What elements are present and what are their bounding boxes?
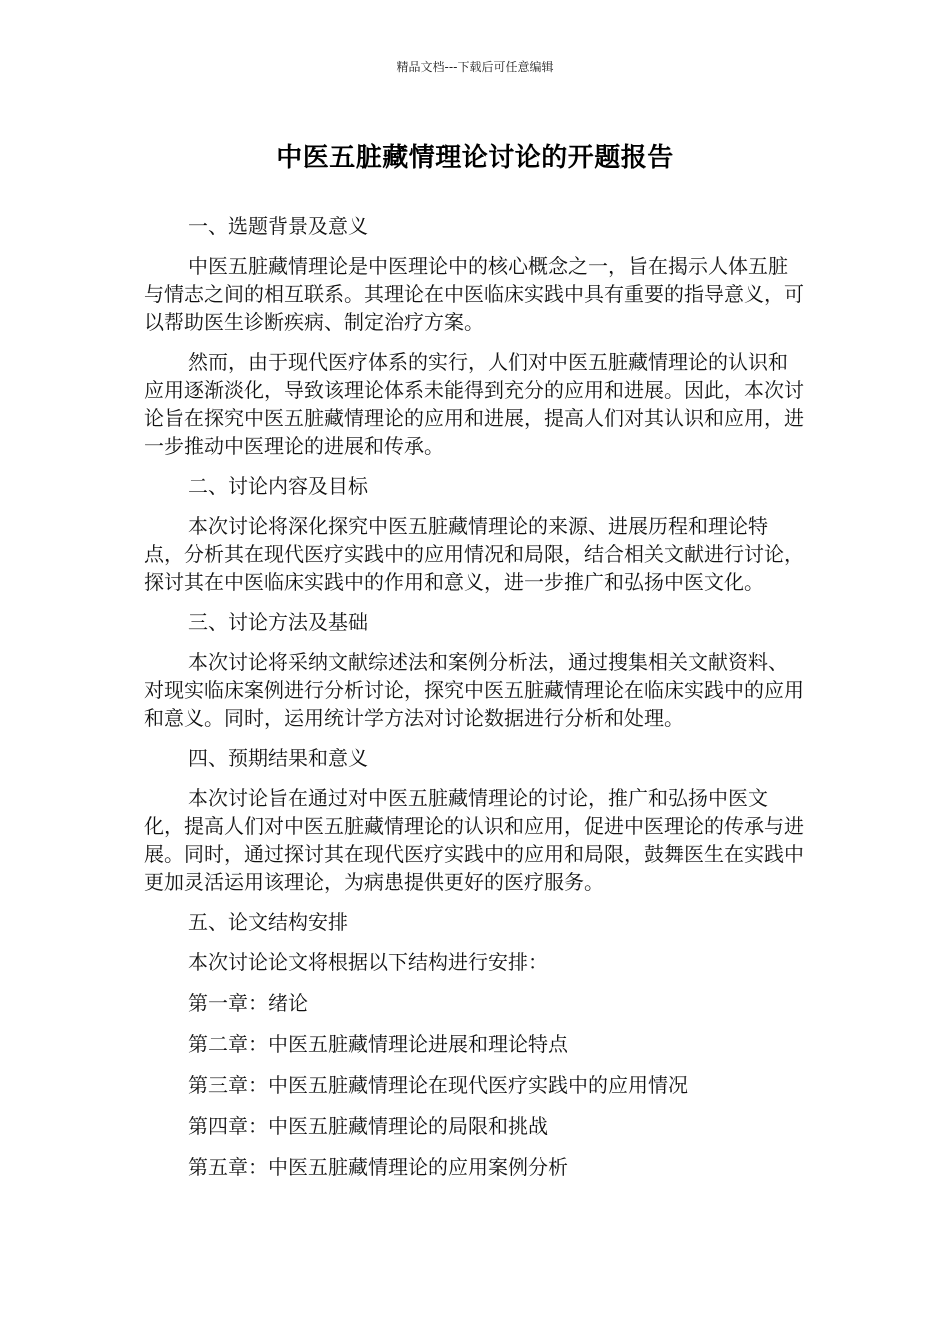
document-title: 中医五脏藏情理论讨论的开题报告 — [276, 143, 674, 173]
chapter-item: 第五章：中医五脏藏情理论的应用案例分析 — [188, 1155, 568, 1179]
chapter-item: 第三章：中医五脏藏情理论在现代医疗实践中的应用情况 — [188, 1073, 688, 1097]
structure-intro: 本次讨论论文将根据以下结构进行安排： — [188, 950, 548, 974]
paragraph-background-2: 然而，由于现代医疗体系的实行，人们对中医五脏藏情理论的认识和应用逐渐淡化，导致该理论体系未能得到充分的应用和进展。因此，本次讨论旨在探究中医五脏藏情理论的应用和进展，提高人们对其认识和应用，进一步推动中医理论的进展和传承。 — [144, 350, 804, 458]
paragraph-background-1: 中医五脏藏情理论是中医理论中的核心概念之一，旨在揭示人体五脏与情志之间的相互联系。其理论在中医临床实践中具有重要的指导意义，可以帮助医生诊断疾病、制定治疗方案。 — [144, 254, 804, 334]
section-heading-method: 三、讨论方法及基础 — [188, 610, 368, 634]
section-heading-structure: 五、论文结构安排 — [188, 910, 348, 934]
chapter-item: 第一章：绪论 — [188, 991, 308, 1015]
paragraph-method: 本次讨论将采纳文献综述法和案例分析法，通过搜集相关文献资料、对现实临床案例进行分析讨论，探究中医五脏藏情理论在临床实践中的应用和意义。同时，运用统计学方法对讨论数据进行分析和处理。 — [144, 650, 804, 730]
section-heading-background: 一、选题背景及意义 — [188, 214, 368, 238]
chapter-item: 第四章：中医五脏藏情理论的局限和挑战 — [188, 1114, 548, 1138]
section-heading-results: 四、预期结果和意义 — [188, 746, 368, 770]
chapter-item: 第二章：中医五脏藏情理论进展和理论特点 — [188, 1032, 568, 1056]
section-heading-content: 二、讨论内容及目标 — [188, 474, 368, 498]
document-body — [144, 212, 804, 1194]
header-note: 精品文档---下载后可任意编辑 — [396, 60, 554, 74]
paragraph-results: 本次讨论旨在通过对中医五脏藏情理论的讨论，推广和弘扬中医文化，提高人们对中医五脏藏情理论的认识和应用，促进中医理论的传承与进展。同时，通过探讨其在现代医疗实践中的应用和局限，鼓舞医生在实践中更加灵活运用该理论，为病患提供更好的医疗服务。 — [144, 786, 804, 894]
paragraph-content: 本次讨论将深化探究中医五脏藏情理论的来源、进展历程和理论特点，分析其在现代医疗实践中的应用情况和局限，结合相关文献进行讨论，探讨其在中医临床实践中的作用和意义，进一步推广和弘扬中医文化。 — [144, 514, 804, 594]
